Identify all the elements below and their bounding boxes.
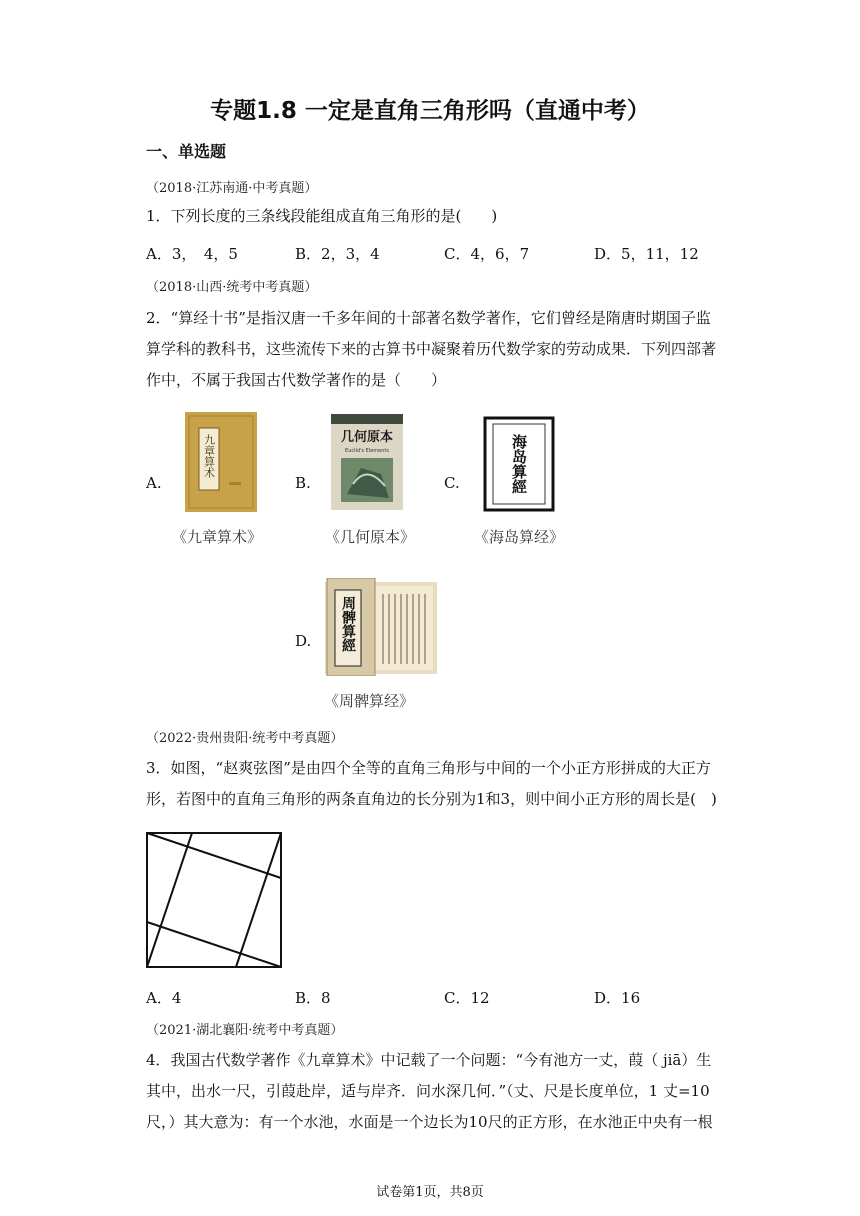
q4-line-1: 4．我国古代数学著作《九章算术》中记载了一个问题：“今有池方一丈，葭（ jiā）生 xyxy=(146,1051,712,1069)
q1-option-a: A．3， 4，5 xyxy=(146,245,238,263)
q1-option-c: C．4，6，7 xyxy=(444,245,530,263)
book-jihe-image xyxy=(331,414,403,510)
book-zhoubi-image xyxy=(325,578,437,676)
book-jihe-subtitle: Euclid's Elements xyxy=(345,448,389,454)
q2-line-3: 作中，不属于我国古代数学著作的是（ ） xyxy=(146,371,447,389)
caption-jiuzhang: 《九章算术》 xyxy=(172,528,263,546)
caption-zhoubi: 《周髀算经》 xyxy=(324,692,415,710)
q2-line-1: 2．“算经十书”是指汉唐一千多年间的十部著名数学著作，它们曾经是隋唐时期国子监 xyxy=(146,309,711,327)
book-haidao-spine: 海岛算經 xyxy=(510,434,528,494)
q3-source: （2022·贵州贵阳·统考中考真题） xyxy=(146,731,344,746)
page-footer: 试卷第1页，共8页 xyxy=(376,1185,484,1200)
q1-option-b: B．2，3，4 xyxy=(295,245,380,263)
caption-haidao: 《海岛算经》 xyxy=(474,528,565,546)
q1-option-d: D．5，11，12 xyxy=(594,245,699,263)
section-heading: 一、单选题 xyxy=(146,142,227,161)
zhaoshuang-diagram xyxy=(146,832,282,968)
q2-line-2: 算学科的教科书，这些流传下来的古算书中凝聚着历代数学家的劳动成果．下列四部著 xyxy=(146,340,717,358)
book-jiuzhang-spine: 九章算术 xyxy=(202,434,216,478)
q4-line-3: 尺，）其大意为：有一个水池，水面是一个边长为10尺的正方形，在水池正中央有一根 xyxy=(146,1113,713,1131)
page-title: 专题1.8 一定是直角三角形吗（直通中考） xyxy=(210,98,650,124)
q2-source: （2018·山西·统考中考真题） xyxy=(146,280,318,295)
q2-option-b-label: B. xyxy=(295,474,311,492)
book-haidao-image xyxy=(483,416,555,512)
q3-line-2: 形，若图中的直角三角形的两条直角边的长分别为1和3，则中间小正方形的周长是( ) xyxy=(146,790,717,808)
book-jiuzhang-image xyxy=(185,412,257,512)
q2-option-a-label: A. xyxy=(146,474,162,492)
q1-text: 1．下列长度的三条线段能组成直角三角形的是( ) xyxy=(146,207,498,225)
q3-option-c: C．12 xyxy=(444,989,490,1007)
q3-line-1: 3．如图，“赵爽弦图”是由四个全等的直角三角形与中间的一个小正方形拼成的大正方 xyxy=(146,759,711,777)
q4-source: （2021·湖北襄阳·统考中考真题） xyxy=(146,1023,344,1038)
q3-option-d: D．16 xyxy=(594,989,641,1007)
q4-line-2: 其中，出水一尺，引葭赴岸，适与岸齐．问水深几何．”（丈、尺是长度单位，1 丈=10 xyxy=(146,1082,710,1100)
q3-option-a: A．4 xyxy=(146,989,182,1007)
book-jihe-title: 几何原本 xyxy=(340,430,394,445)
q1-source: （2018·江苏南通·中考真题） xyxy=(146,181,318,196)
q2-option-d-label: D. xyxy=(295,632,312,650)
q2-option-c-label: C. xyxy=(444,474,460,492)
q3-option-b: B．8 xyxy=(295,989,331,1007)
caption-jihe: 《几何原本》 xyxy=(325,528,416,546)
book-zhoubi-spine: 周髀算經 xyxy=(340,596,356,652)
